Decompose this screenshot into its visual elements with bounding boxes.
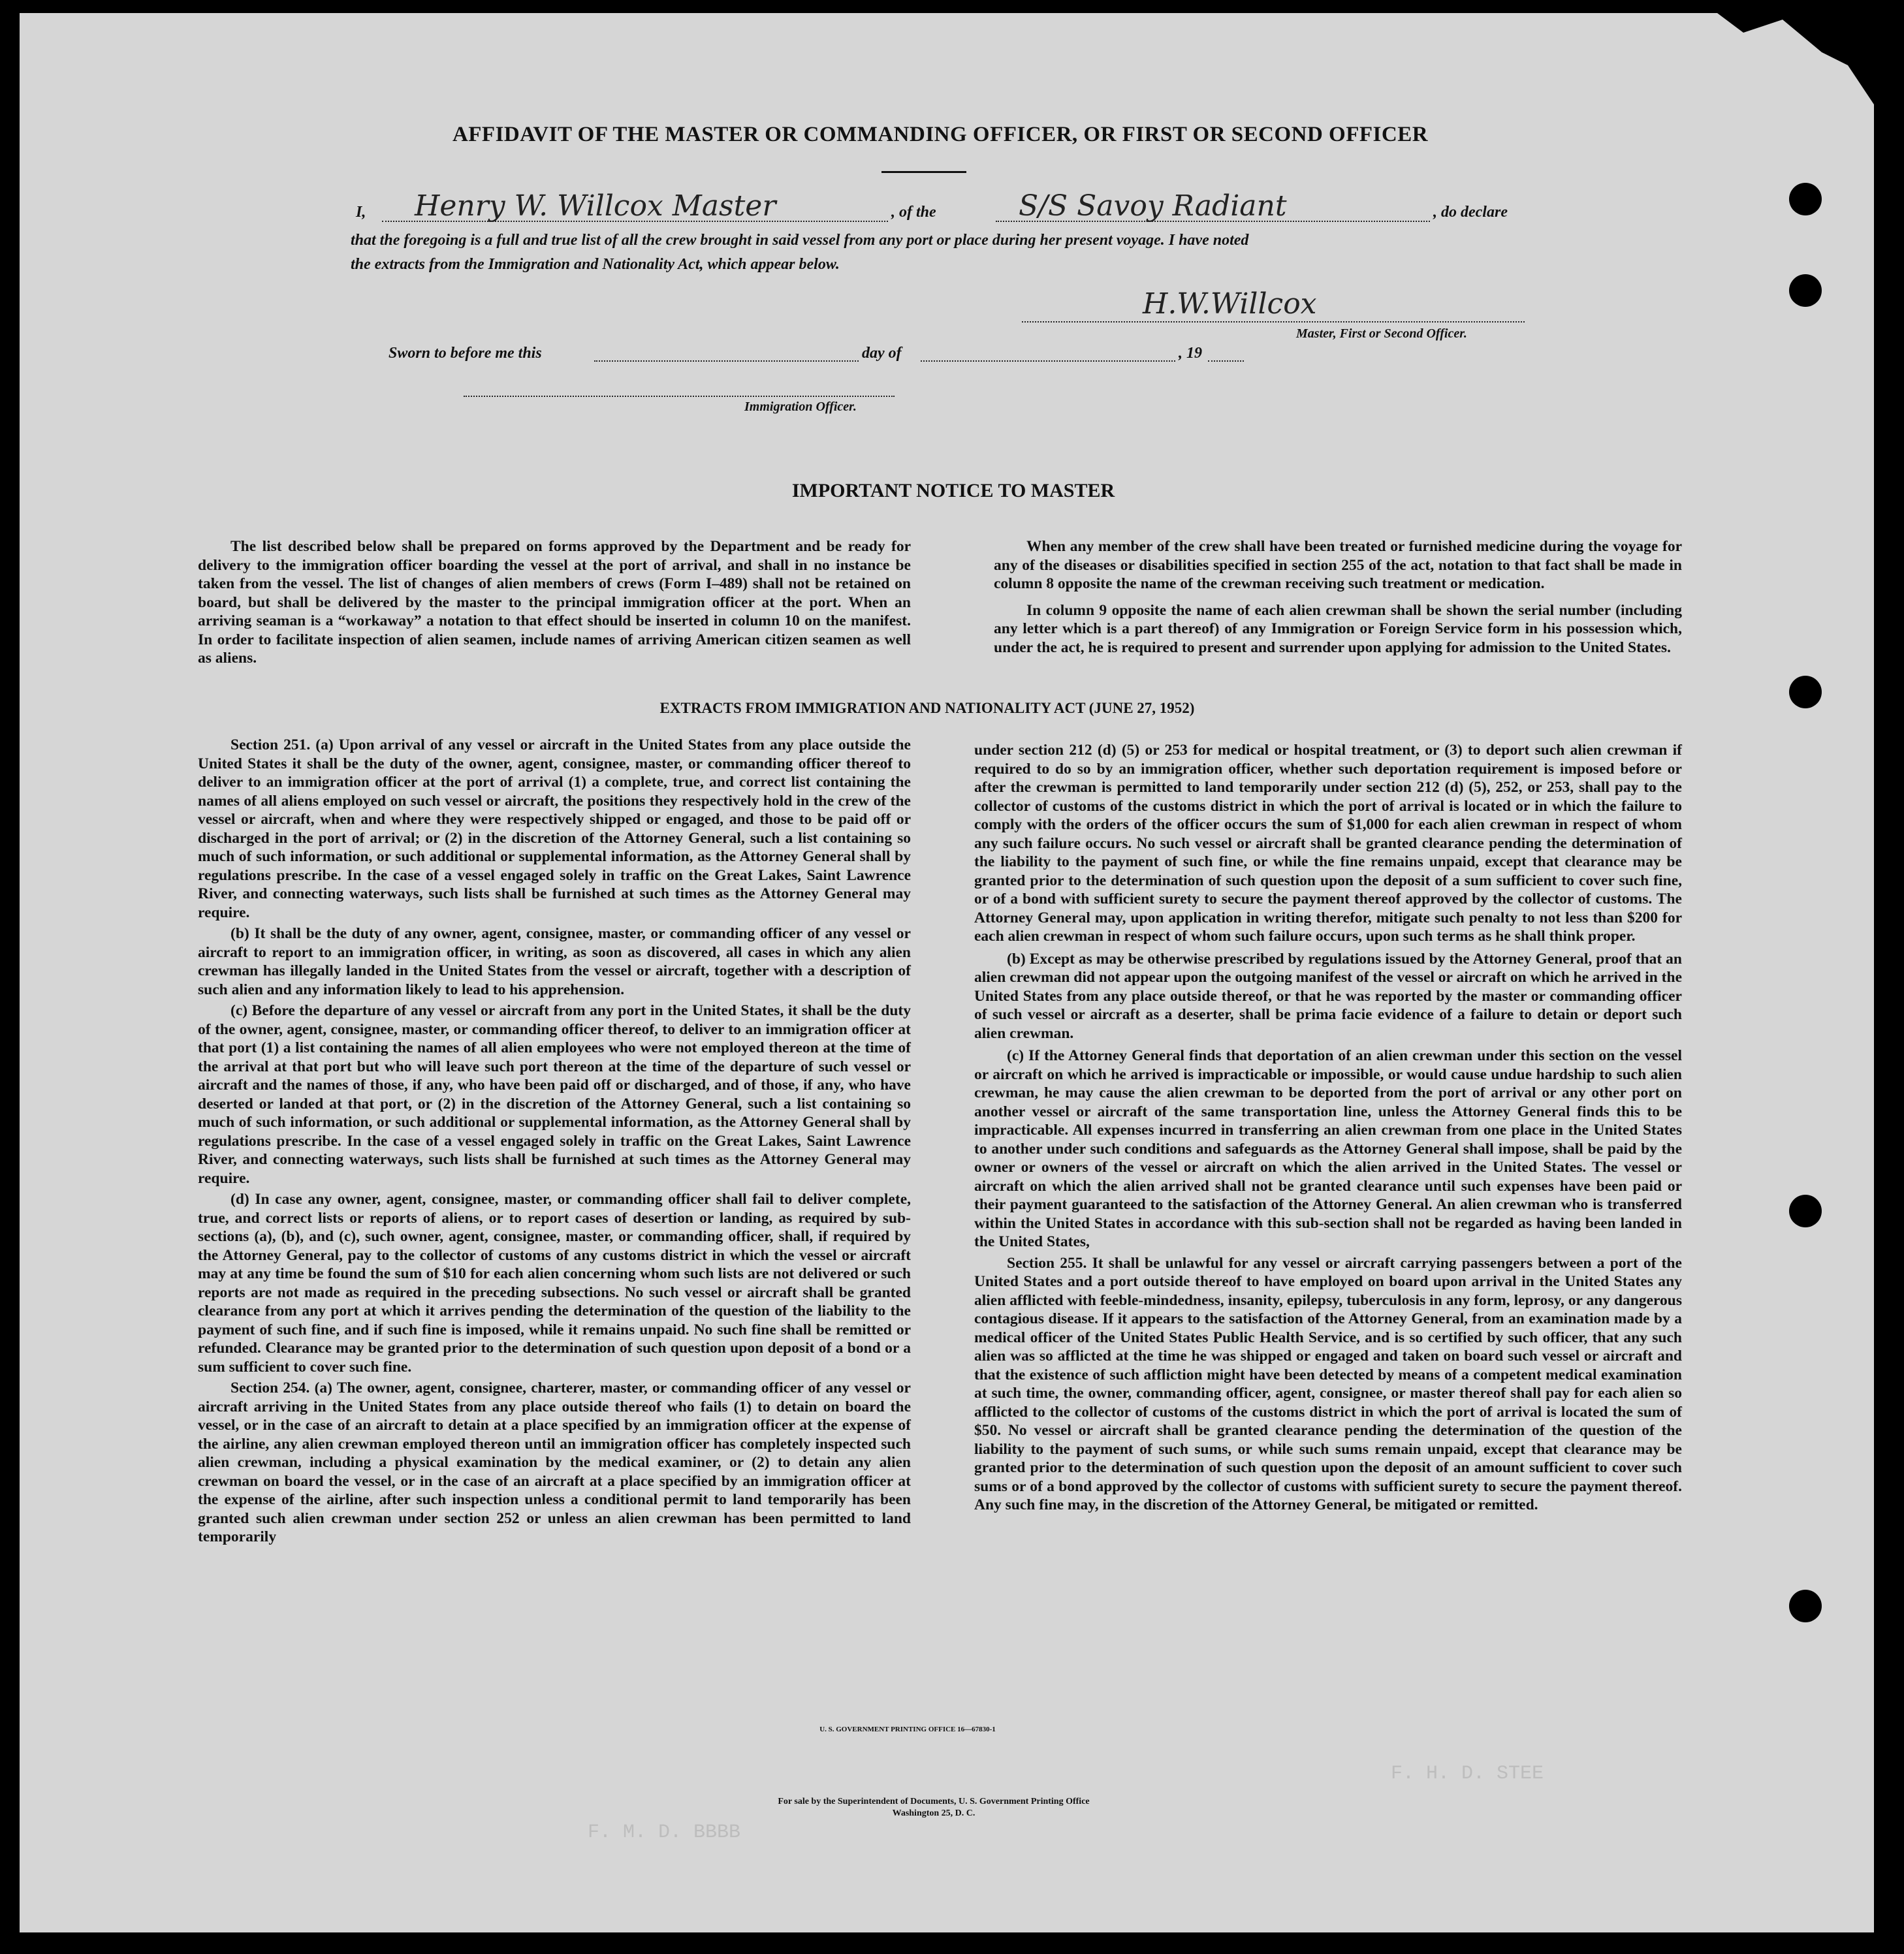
sale-notice-line-1: For sale by the Superintendent of Documents, U. S. Government Printing Office (778, 1797, 1090, 1806)
show-through-text: F. H. D. STEE (1391, 1763, 1544, 1785)
sworn-label: Sworn to before me this (389, 345, 542, 362)
section-254-a: Section 254. (a) The owner, agent, consignee, charterer, master, or commanding officer of any vessel or aircraft arriving in the United States from any place outside thereof who fails (1) to detain on board the vessel, or in the case of an aircraft to detain at a place specified by an immigration officer at the expense of the airline, any alien crewman employed thereon until an immigration officer has completely inspected such alien crewman, including a physical examination by the medical examiner, or (2) to detain any alien crewman on board the vessel, or in the case of an aircraft at a place specified by an immigration officer at the expense of the airline, after such inspection unless a conditional permit to land temporarily has been granted such alien crewman under section 252 or unless an alien crewman has been permitted to land temporarily (198, 1379, 911, 1545)
section-251-b: (b) It shall be the duty of any owner, agent, consignee, master, or commanding officer of any vessel or aircraft to report to an immigration officer, in writing, as soon as discovered, all cases in which any alien crewman has illegally landed in the United States from the vessel or aircraft, together with a description of such alien and any information likely to lead to his apprehension. (198, 925, 911, 998)
notice-title: IMPORTANT NOTICE TO MASTER (791, 480, 1115, 501)
sworn-day-line (594, 360, 859, 362)
declaration-line-2: the extracts from the Immigration and Nationality Act, which appear below. (351, 256, 840, 273)
section-251-c: (c) Before the departure of any vessel or aircraft from any port in the United States, it shall be the duty of the owner, agent, consignee, master, or commanding officer thereof, to deliver to an immigration officer at that port (1) a list containing the names of all alien employees who were not employed thereon at the time of the arrival at that port but who will leave such port thereon at the time of the departure of such vessel or aircraft and the names of those, if any, who have been paid off or discharged, and of those, if any, who have deserted or landed at that port, or (2) in the discretion of the Attorney General, such a list containing so much of such information, or such additional or supplemental information, as the Attorney General shall by regulations prescribe. In the case of a vessel engaged solely in traffic on the Great Lakes, Saint Lawrence River, and connecting waterways, such lists shall be furnished at such times as the Attorney General may require. (198, 1002, 911, 1187)
year-label: , 19 (1179, 345, 1202, 362)
of-the-label: , of the (891, 204, 936, 221)
section-254-b: (b) Except as may be otherwise prescribed by regulations issued by the Attorney General, proof that an alien crewman did not appear upon the outgoing manifest of the vessel or aircraft on which he arrived in the United States from any place outside thereof, or that he was reported by the master or commanding officer of such vessel or aircraft as a deserter, shall be prima facie evidence of a failure to detain or deport such alien crewman. (974, 950, 1682, 1042)
section-254-a-continued: under section 212 (d) (5) or 253 for medical or hospital treatment, or (3) to deport such alien crewman if required to do so by an immigration officer, whether such deportation requirement is imposed before or after the crewman is permitted to land temporarily under section 212 (d) (5), 252, or 253, shall pay to the collector of customs of the customs district in which the port of arrival is located or in which the failure to comply with the orders of the officer occurs the sum of $1,000 for each alien crewman in respect of whom any such failure occurs. No such vessel or aircraft shall be granted clearance pending the determination of the liability to the payment of such fine, or while the fine remains unpaid, except that clearance may be granted prior to the determination of such question upon the deposit of a sum sufficient to cover such fine, or of a bond with sufficient surety to secure the payment thereof approved by the collector of customs. The Attorney General may, upon application in writing therefor, mitigate such penalty to not less than $200 for each alien crewman in respect of whom such failure occurs, upon such terms as he shall think proper. (974, 742, 1682, 945)
officer-signature: H.W.Willcox (1143, 287, 1317, 321)
sworn-year-line (1208, 360, 1244, 362)
section-254-c: (c) If the Attorney General finds that deportation of an alien crewman under this section on the vessel or aircraft on which he arrived is impracticable or impossible, or would cause undue hardship to such alien crewman, he may cause the alien crewman to be deported from the port of arrival or any other port on another vessel or aircraft of the same transportation line, unless the Attorney General finds this to be impracticable. All expenses incurred in transferring an alien crewman from one place in the United States to another under such conditions and safeguards as the Attorney General shall impose, shall be paid by the owner or owners of the vessel or aircraft on which the alien arrived in the United States. The vessel or aircraft on which the alien arrived shall not be granted clearance until such expenses have been paid or their payment guaranteed to the satisfaction of the Attorney General. An alien crewman who is transferred within the United States in accordance with this sub-section shall not be regarded as having been landed in the United States, (974, 1047, 1682, 1250)
printing-office-code: U. S. GOVERNMENT PRINTING OFFICE 16—67830-1 (819, 1726, 996, 1733)
signature-line (1022, 321, 1525, 323)
section-251-a: Section 251. (a) Upon arrival of any vessel or aircraft in the United States from any place outside the United States it shall be the duty of the owner, agent, consignee, master, or commanding officer thereof to deliver to an immigration officer at the port of arrival (1) a complete, true, and correct list containing the names of all aliens employed on such vessel or aircraft, the positions they respectively hold in the crew of the vessel or aircraft, when and where they were respectively shipped or engaged, and those to be paid off or discharged in the port of arrival; or (2) in the discretion of the Attorney General, such a list containing so much of such information, or such additional or supplemental information, as the Attorney General shall by regulations prescribe. In the case of a vessel engaged solely in traffic on the Great Lakes, Saint Lawrence River, and connecting waterways, such lists shall be furnished at such times as the Attorney General may require. (198, 736, 911, 921)
i-label: I, (356, 204, 366, 221)
immigration-officer-caption: Immigration Officer. (744, 400, 857, 414)
section-255: Section 255. It shall be unlawful for any vessel or aircraft carrying passengers between a port of the United States and a port outside thereof to have employed on board upon arrival in the United States any alien afflicted with feeble-mindedness, insanity, epilepsy, tuberculosis in any form, leprosy, or any dangerous contagious disease. If it appears to the satisfaction of the Attorney General, from an examination made by a medical officer of the United States Public Health Service, and is so certified by such officer, that any such alien was so afflicted at the time he was shipped or engaged and taken on board such vessel or aircraft and that the existence of such affliction might have been detected by means of a competent medical examination at such time, the owner, commanding officer, agent, consignee, or master thereof shall pay for each alien so afflicted to the collector of customs of the customs district in which the port of arrival is located the sum of $50. No vessel or aircraft shall be granted clearance pending the determination of the question of the liability to the payment of such sums, or while such sums remain unpaid, except that clearance may be granted prior to the determination of such question upon the deposit of an amount sufficient to cover such sums or of a bond approved by the collector of customs with sufficient surety to secure the payment thereof. Any such fine may, in the discretion of the Attorney General, be mitigated or remitted. (974, 1254, 1682, 1513)
signature-caption: Master, First or Second Officer. (1296, 326, 1467, 341)
show-through-text: F. M. D. BBBB (588, 1821, 741, 1844)
day-of-label: day of (862, 345, 902, 362)
notice-right-paragraph-1: When any member of the crew shall have been treated or furnished medicine during the voyage for any of the diseases or disabilities specified in section 255 of the act, notation to that fact shall be made in column 8 opposite the name of the crewman receiving such treatment or medication. (994, 538, 1682, 592)
vessel-name-handwritten: S/S Savoy Radiant (1019, 189, 1287, 223)
punch-hole (1789, 274, 1822, 307)
punch-hole (1789, 676, 1822, 708)
master-name-signature: Henry W. Willcox Master (415, 189, 776, 223)
sworn-month-line (921, 360, 1175, 362)
do-declare-label: , do declare (1433, 204, 1508, 221)
extracts-left-column (198, 736, 911, 1547)
sale-notice-line-2: Washington 25, D. C. (892, 1808, 976, 1818)
title-rule (881, 171, 966, 173)
punch-hole (1789, 1195, 1822, 1227)
extracts-right-column (974, 741, 1682, 1515)
punch-hole (1789, 1590, 1822, 1622)
notice-right-column (994, 537, 1682, 657)
declaration-line-1: that the foregoing is a full and true list of all the crew brought in said vessel from any port or place during her present voyage. I have noted (351, 232, 1249, 249)
notice-left-paragraph: The list described below shall be prepared on forms approved by the Department and be ready for delivery to the immigration officer boarding the vessel at the port of arrival, and shall in no instance be taken from the vessel. The list of changes of alien members of crews (Form I–489) shall not be retained on board, but shall be delivered by the master to the principal immigration officer at the port. When an arriving seaman is a “workaway” a notation to that effect should be inserted in column 10 on the manifest. In order to facilitate inspection of alien seamen, include names of arriving American citizen seamen as well as aliens. (198, 538, 911, 667)
notice-right-paragraph-2: In column 9 opposite the name of each alien crewman shall be shown the serial number (including any letter which is a part thereof) of any Immigration or Foreign Service form in his possession which, under the act, he is required to present and surrender upon applying for admission to the United States. (994, 601, 1682, 656)
extracts-title: EXTRACTS FROM IMMIGRATION AND NATIONALITY ACT (JUNE 27, 1952) (659, 700, 1195, 716)
immigration-officer-line (464, 396, 895, 397)
notice-left-column (198, 537, 911, 668)
punch-hole (1789, 183, 1822, 215)
affidavit-title: AFFIDAVIT OF THE MASTER OR COMMANDING OFFICER, OR FIRST OR SECOND OFFICER (452, 123, 1429, 146)
section-251-d: (d) In case any owner, agent, consignee, master, or commanding officer shall fail to deliver complete, true, and correct lists or reports of aliens, or to report cases of desertion or landing, as required by sub-sections (a), (b), and (c), such owner, agent, consignee, master, or commanding officer, shall, if required by the Attorney General, pay to the collector of customs of any customs district in which the vessel or aircraft may at any time be found the sum of $10 for each alien concerning whom such lists are not delivered or such reports are not made as required in the preceding subsections. No such vessel or aircraft shall be granted clearance from any port at which it arrives pending the determination of the question of the liability to the payment of such fine, and if such fine is imposed, while it remains unpaid. No such fine shall be remitted or refunded. Clearance may be granted prior to the determination of such question upon deposit of a bond or a sum sufficient to cover such fine. (198, 1191, 911, 1376)
